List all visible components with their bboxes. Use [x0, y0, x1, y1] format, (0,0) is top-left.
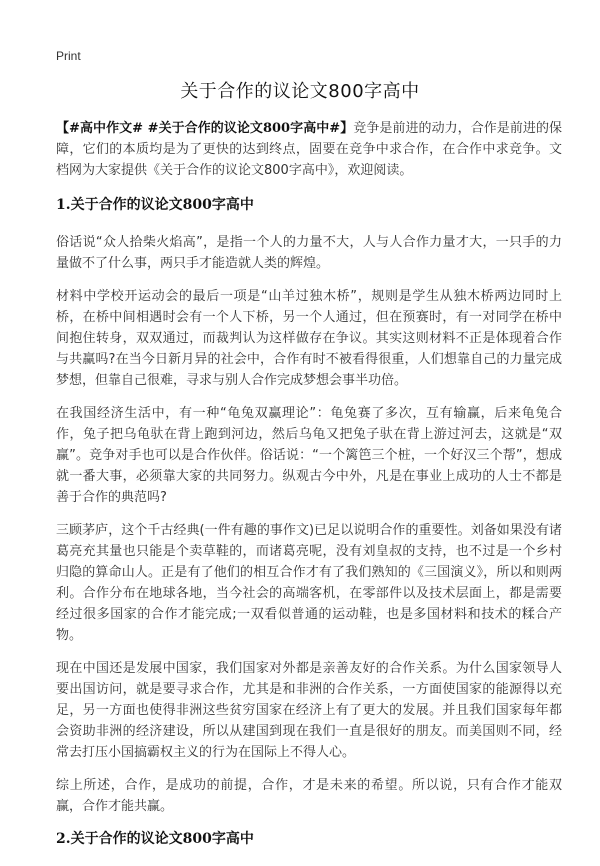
paragraph: 俗话说“众人拾柴火焰高”，是指一个人的力量不大，人与人合作力量才大，一只手的力量做不了什么事，两只手才能造就人类的辉煌。 [56, 235, 562, 271]
paragraph: 在我国经济生活中，有一种“龟兔双赢理论”：龟兔赛了多次，互有输赢，后来龟兔合作，兔子把乌龟驮在背上跑到河边，然后乌龟又把兔子驮在背上游过河去，这就是“双赢”。竞争对手也可以是合作伙伴。俗话说：“一个篱笆三个桩，一个好汉三个帮”，想成就一番大事，必须靠大家的共同努力。纵观古今中外，凡是在事业上成功的人士不都是善于合作的典范吗? [56, 406, 562, 505]
paragraph: 现在中国还是发展中国家，我们国家对外都是亲善友好的合作关系。为什么国家领导人要出国访问，就是要寻求合作，尤其是和非洲的合作关系，一方面使国家的能源得以充足，另一方面也使得非洲这些贫穷国家在经济上有了更大的发展。并且我们国家每年都会资助非洲的经济建设，所以从建国到现在我们一直是很好的朋友。而美国则不同，经常去打压小国搞霸权主义的行为在国际上不得人心。 [56, 661, 562, 760]
page-title: 关于合作的议论文800字高中 [180, 81, 420, 102]
intro-text: 竞争是前进的动力，合作是前进的保障，它们的本质均是为了更快的达到终点，固要在竞争中求合作，在合作中求竞争。文档网为大家提供《关于合作的议论文800字高中》，欢迎阅读。 [56, 121, 562, 178]
paragraph: 三顾茅庐，这个千古经典(一件有趣的事作文)已足以说明合作的重要性。刘备如果没有诸葛亮充其量也只能是个卖草鞋的，而诸葛亮呢，没有刘皇叔的支持，也不过是一个乡村归隐的算命山人。正是有了他们的相互合作才有了我们熟知的《三国演义》，所以和则两利。合作分布在地球各地，当今社会的高端客机，在零部件以及技术层面上，都是需要经过很多国家的合作才能完成;一双看似普通的运动鞋，也是多国材料和技术的糅合产物。 [56, 523, 562, 643]
print-link[interactable]: Print [56, 49, 81, 63]
intro-paragraph [56, 118, 562, 181]
section-2 [56, 829, 562, 850]
section-heading: 2.关于合作的议论文800字高中 [56, 831, 254, 847]
paragraph: 综上所述，合作，是成功的前提，合作，才是未来的希望。所以说，只有合作才能双赢，合作才能共赢。 [56, 778, 562, 814]
intro-tag: 【#高中作文# #关于合作的议论文800字高中#】 [56, 121, 354, 136]
article-body [56, 118, 562, 866]
section-heading: 1.关于合作的议论文800字高中 [56, 197, 254, 213]
section-1 [56, 195, 562, 817]
paragraph: 材料中学校开运动会的最后一项是“山羊过独木桥”，规则是学生从独木桥两边同时上桥，在桥中间相遇时会有一个人下桥，另一个人通过，但在预赛时，有一对同学在桥中间抱住转身，双双通过，而裁判认为这样做存在争议。其实这则材料不正是体现着合作与共赢吗?在当今日新月异的社会中，合作有时不被看得很重，人们想靠自己的力量完成梦想，但靠自己很难，寻求与别人合作完成梦想会事半功倍。 [56, 289, 562, 388]
